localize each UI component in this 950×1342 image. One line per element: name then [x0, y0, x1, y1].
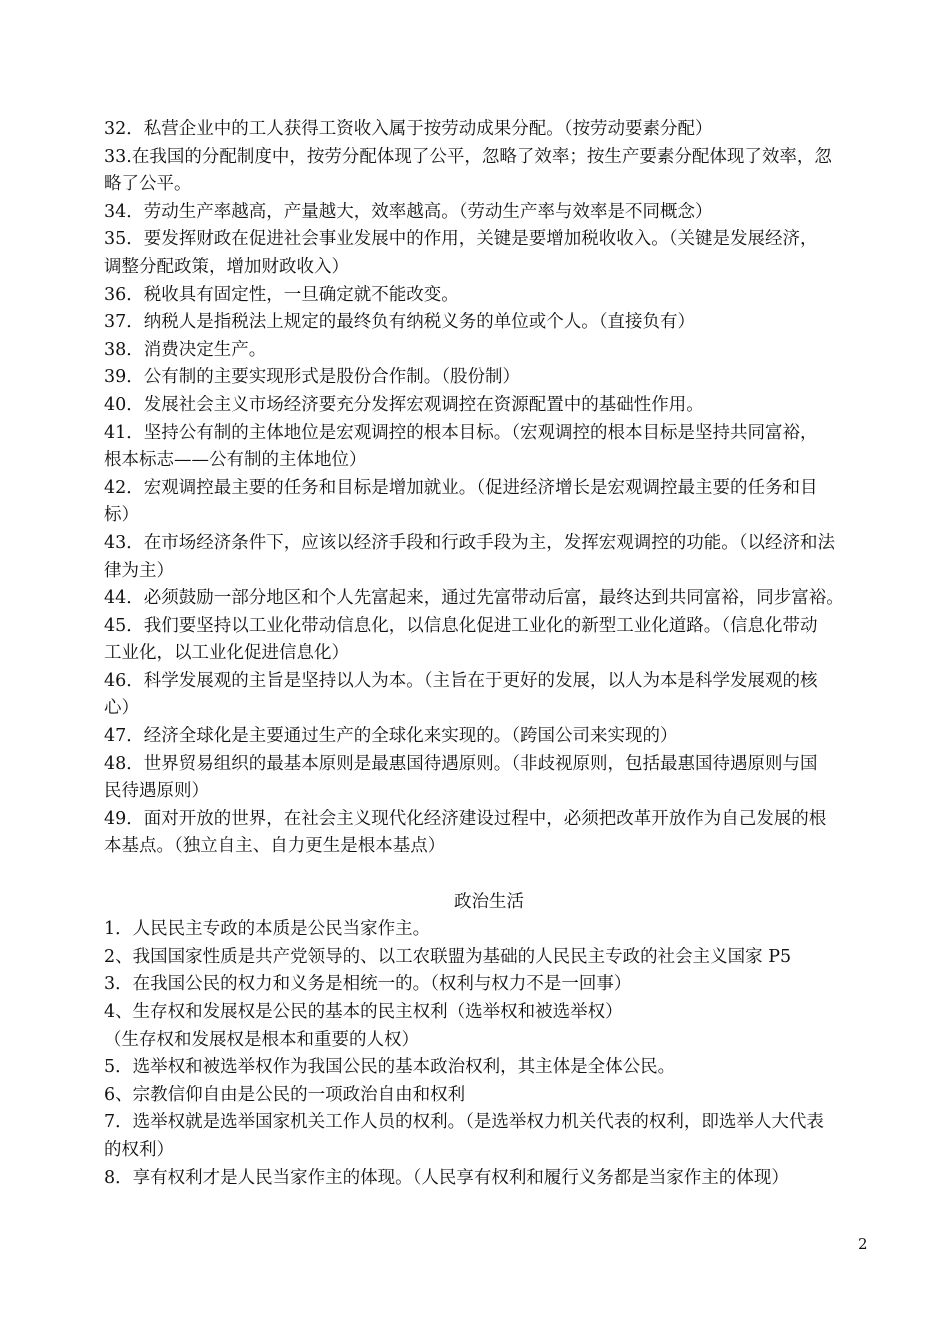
item-text-line: 37．纳税人是指税法上规定的最终负有纳税义务的单位或个人。（直接负有）: [104, 312, 696, 333]
item-text-line: 38．消费决定生产。: [104, 339, 267, 360]
list-item: [104, 144, 874, 199]
item-text-line: 律为主）: [104, 560, 174, 581]
item-text-line: 48．世界贸易组织的最基本原则是最惠国待遇原则。（非歧视原则，包括最惠国待遇原则与国: [104, 753, 818, 774]
item-text-line: 2、我国国家性质是共产党领导的、以工农联盟为基础的人民民主专政的社会主义国家 P5: [104, 946, 792, 967]
item-text-line: 33.在我国的分配制度中，按劳分配体现了公平，忽略了效率；按生产要素分配体现了效率，忽: [104, 146, 832, 167]
list-item: [104, 420, 874, 475]
item-text-line: 心）: [104, 698, 139, 719]
list-item: [104, 1109, 874, 1164]
item-text-line: 35．要发挥财政在促进社会事业发展中的作用，关键是要增加税收收入。（关键是发展经济，: [104, 229, 818, 250]
item-text-line: 民待遇原则）: [104, 781, 209, 802]
item-text-line: （生存权和发展权是根本和重要的人权）: [104, 1029, 419, 1050]
economics-list: [104, 116, 874, 861]
document-body: [104, 116, 874, 1192]
section-gap: [104, 861, 874, 889]
list-item: [104, 282, 874, 310]
item-text-line: 调整分配政策，增加财政收入）: [104, 256, 349, 277]
item-text-line: 5．选举权和被选举权作为我国公民的基本政治权利，其主体是全体公民。: [104, 1057, 676, 1078]
item-text-line: 本基点。（独立自主、自力更生是根本基点）: [104, 836, 446, 857]
list-item: [104, 199, 874, 227]
list-item: [104, 116, 874, 144]
page-number: 2: [858, 1235, 868, 1253]
list-item: [104, 1054, 874, 1082]
list-item: [104, 337, 874, 365]
item-text-line: 49．面对开放的世界，在社会主义现代化经济建设过程中，必须把改革开放作为自己发展的根: [104, 808, 827, 829]
item-text-line: 34．劳动生产率越高，产量越大，效率越高。（劳动生产率与效率是不同概念）: [104, 201, 713, 222]
list-item: [104, 668, 874, 723]
list-item: [104, 723, 874, 751]
item-text-line: 36．税收具有固定性，一旦确定就不能改变。: [104, 284, 459, 305]
list-item: [104, 916, 874, 944]
list-item: [104, 751, 874, 806]
item-text-line: 45．我们要坚持以工业化带动信息化，以信息化促进工业化的新型工业化道路。（信息化带动: [104, 615, 818, 636]
item-text-line: 标）: [104, 505, 139, 526]
item-text-line: 7．选举权就是选举国家机关工作人员的权利。（是选举权力机关代表的权利，即选举人大代表: [104, 1112, 824, 1133]
item-text-line: 1．人民民主专政的本质是公民当家作主。: [104, 919, 431, 940]
list-item: [104, 585, 874, 613]
item-text-line: 43．在市场经济条件下，应该以经济手段和行政手段为主，发挥宏观调控的功能。（以经济和法: [104, 532, 836, 553]
list-item: [104, 806, 874, 861]
item-text-line: 4、生存权和发展权是公民的基本的民主权利（选举权和被选举权）: [104, 1002, 623, 1022]
item-text-line: 略了公平。: [104, 174, 192, 195]
section-title: 政治生活: [454, 891, 524, 912]
item-text-line: 47．经济全球化是主要通过生产的全球化来实现的。（跨国公司来实现的）: [104, 726, 678, 747]
item-text-line: 8．享有权利才是人民当家作主的体现。（人民享有权利和履行义务都是当家作主的体现）: [104, 1167, 789, 1188]
item-text-line: 46．科学发展观的主旨是坚持以人为本。（主旨在于更好的发展，以人为本是科学发展观的核: [104, 670, 818, 691]
item-text-line: 41．坚持公有制的主体地位是宏观调控的根本目标。（宏观调控的根本目标是坚持共同富裕，: [104, 422, 818, 443]
list-item: [104, 1082, 874, 1110]
list-item: [104, 971, 874, 999]
list-item: [104, 530, 874, 585]
list-item: [104, 309, 874, 337]
list-item: [104, 613, 874, 668]
item-text-line: 44．必须鼓励一部分地区和个人先富起来，通过先富带动后富，最终达到共同富裕，同步富裕。: [104, 588, 844, 609]
list-item: [104, 226, 874, 281]
item-text-line: 3．在我国公民的权力和义务是相统一的。（权利与权力不是一回事）: [104, 974, 632, 995]
item-text-line: 40．发展社会主义市场经济要充分发挥宏观调控在资源配置中的基础性作用。: [104, 394, 704, 415]
list-item: [104, 392, 874, 420]
list-item: [104, 1165, 874, 1193]
item-text-line: 根本标志——公有制的主体地位）: [104, 450, 367, 471]
item-text-line: 32．私营企业中的工人获得工资收入属于按劳动成果分配。（按劳动要素分配）: [104, 119, 713, 139]
item-text-line: 6、宗教信仰自由是公民的一项政治自由和权利: [104, 1084, 466, 1105]
list-item: [104, 475, 874, 530]
politics-list: [104, 916, 874, 1192]
list-item: [104, 999, 874, 1054]
item-text-line: 工业化，以工业化促进信息化）: [104, 643, 349, 664]
item-text-line: 的权利）: [104, 1139, 174, 1160]
item-text-line: 42．宏观调控最主要的任务和目标是增加就业。（促进经济增长是宏观调控最主要的任务和目: [104, 477, 818, 498]
list-item: [104, 944, 874, 972]
item-text-line: 39．公有制的主要实现形式是股份合作制。（股份制）: [104, 367, 521, 388]
list-item: [104, 364, 874, 392]
